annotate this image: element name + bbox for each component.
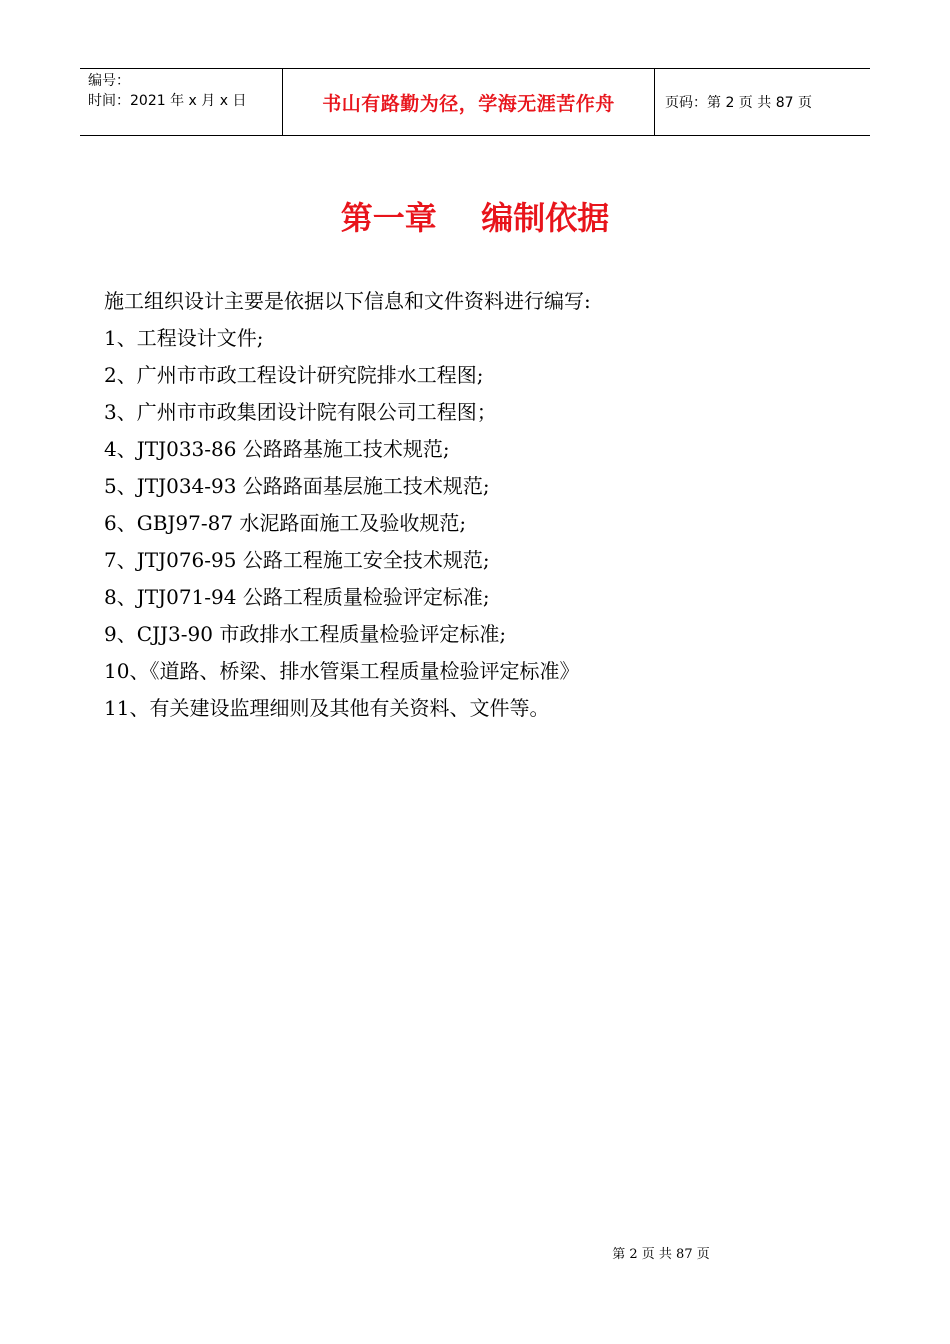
header-motto: 书山有路勤为径，学海无涯苦作舟 [282,69,655,135]
list-item: 10、《道路、桥梁、排水管渠工程质量检验评定标准》 [104,659,580,683]
list-item: 5、JTJ034-93 公路路面基层施工技术规范; [104,474,490,498]
document-date-label: 时间：2021 年 x 月 x 日 [88,93,247,109]
intro-paragraph: 施工组织设计主要是依据以下信息和文件资料进行编写: [104,289,591,313]
page-footer: 第 2 页 共 87 页 [612,1247,710,1262]
list-item: 6、GBJ97-87 水泥路面施工及验收规范; [104,511,467,535]
chapter-title: 第一章 编制依据 [340,199,610,237]
document-body [104,283,844,727]
page-header [80,68,870,136]
list-item: 1、工程设计文件; [104,326,264,350]
list-item: 2、广州市市政工程设计研究院排水工程图; [104,363,484,387]
header-meta [80,69,282,135]
list-item: 3、广州市市政集团设计院有限公司工程图； [104,400,497,424]
document-number-label: 编号： [88,73,130,89]
list-item: 8、JTJ071-94 公路工程质量检验评定标准; [104,585,490,609]
list-item: 11、有关建设监理细则及其他有关资料、文件等。 [104,696,550,720]
header-page-info: 页码：第 2 页 共 87 页 [665,95,812,111]
list-item: 9、CJJ3-90 市政排水工程质量检验评定标准; [104,622,507,646]
list-item: 4、JTJ033-86 公路路基施工技术规范; [104,437,450,461]
list-item: 7、JTJ076-95 公路工程施工安全技术规范; [104,548,490,572]
